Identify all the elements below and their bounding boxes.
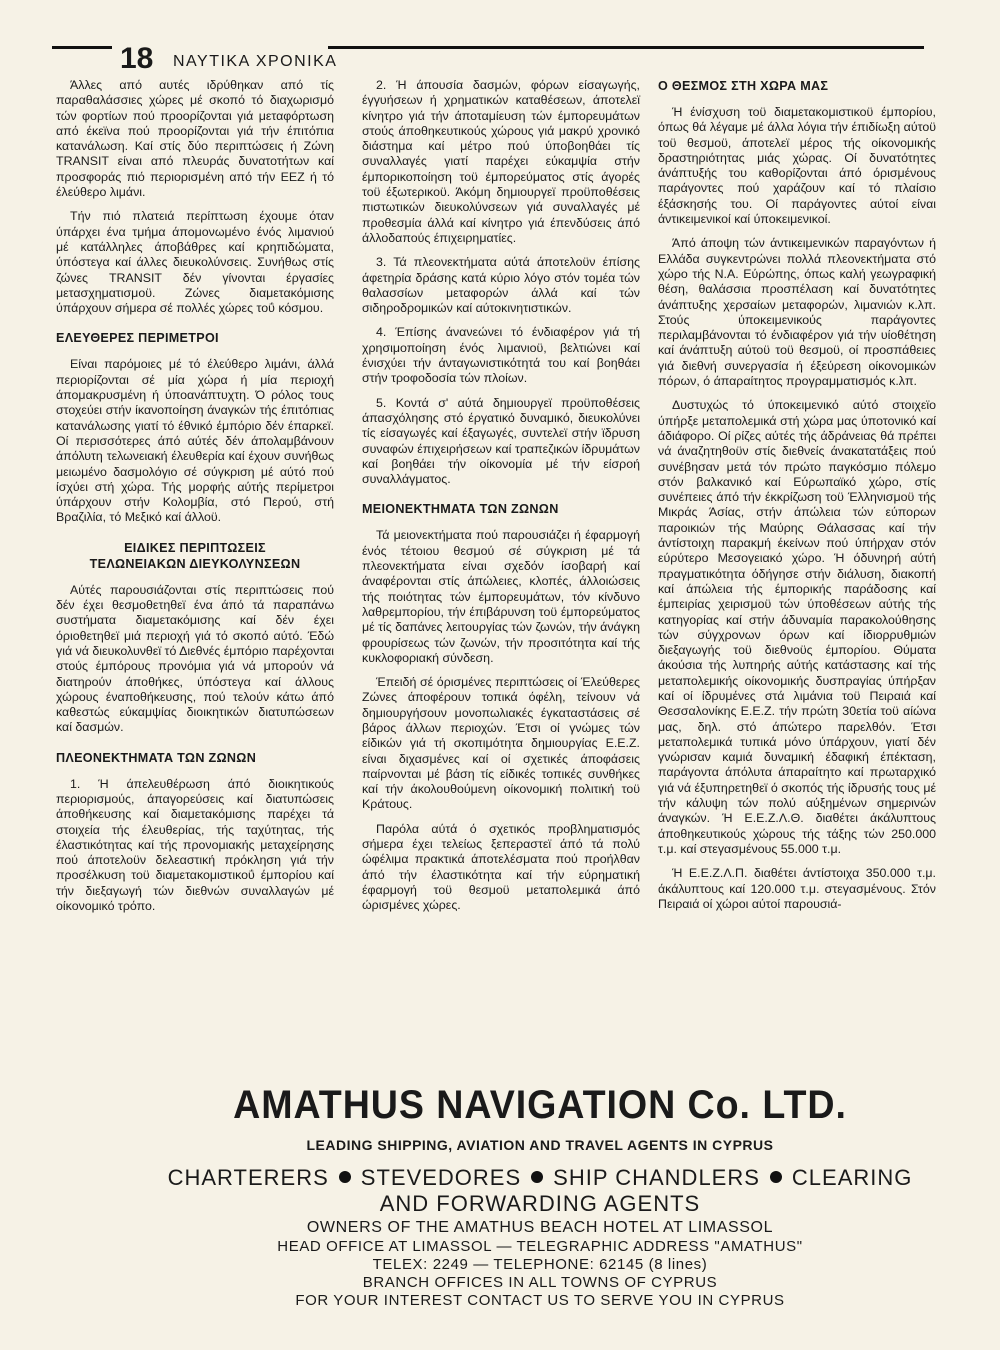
ad-owners-line: OWNERS OF THE AMATHUS BEACH HOTEL AT LIMASSOL (306, 1219, 774, 1236)
paragraph: Αύτές παρουσιάζονται στίς περιπτώσεις πού δέν έχει θεσμοθετηθεϊ ένα άπό τά παραπάνω συστήματα διαμετακόμισης καί δέν έχει όριοθετηθεϊ μιά περιοχή γιά τό σκοπό αύτό. Έδώ γιά νά διευκολυνθεϊ τό Διεθνές έμπόριο παρέχονται στούς έμπόρους προνόμια γιά νά μπορούν νά διατηρούν άποθήκες, ύπόστεγα καί άλλους χώρους έναποθήκευσης, πού τελούν κάτω άπό καθεστώς εύκαμψίας διοικητικών διατυπώσεων καί δασμών. (56, 582, 334, 735)
header-rule-left (52, 46, 112, 49)
ad-service-continued: AND FORWARDING AGENTS (379, 1191, 701, 1216)
ad-company-name: AMATHUS NAVIGATION Co. LTD. (233, 1083, 847, 1127)
article-column-1 (56, 78, 334, 923)
paragraph: 1. Ή άπελευθέρωση άπό διοικητικούς περιορισμούς, άπαγορεύσεις καί διατυπώσεις άποθήκευσης καί διαμετακόμισης παρέχει τά στοιχεία τής έλευθερίας, τής ταχύτητας, τής έλαστικότητας καί τής προνομιακής μεταχείρησης πού άποτελοϋν δελεαστική πρόκληση γιά τήν προσέλκυση τοϋ διαμετακομιστικοΰ έμπορίου καί τήν διεξαγωγή τών διεθνών συναλλαγών μέ οίκονομικό τρόπο. (56, 776, 334, 914)
ad-service: CHARTERERS (167, 1165, 329, 1190)
ad-service: SHIP CHANDLERS (553, 1165, 760, 1190)
paragraph: Άπό άποψη τών άντικειμενικών παραγόντων ή Ελλάδα συγκεντρώνει πολλά πλεονεκτήματα στό χώρο τής Ν.Α. Εύρώπης, όπως καλή γεωγραφική θέση, θαλάσσια προσπέλαση καί δυνατότητες άνάπτυξης χερσαίων μεταφορών, λιμανιών κ.λπ. Στούς ύποκειμενικούς παράγοντες περιλαμβάνονται τό ένδιαφέρον γιά τήν υίοθέτηση καί άνάπτυξη αύτοϋ τοϋ θεσμοϋ, οί προσπάθειες γιά διεθνή συνεργασία ή έξεύρεση οίκονομικών πόρων, ό άπαραίτητος προγραμματισμός κ.λπ. (658, 236, 936, 389)
paragraph: 5. Κοντά σ' αύτά δημιουργεϊ προϋποθέσεις άπασχόλησης στό έργατικό δυναμικό, διευκολύνει τίς είσαγωγές καί έξαγωγές, συντελεϊ στήν ϊδρυση συναφών έπιχειρήσεων καί τραπεζικών ίδρυμάτων καί βοηθάει τήν οίκονομία μέ τήν είσροή συναλλάγματος. (362, 395, 640, 487)
advertisement (160, 1081, 920, 1309)
ad-branches: BRANCH OFFICES IN ALL TOWNS OF CYPRUS (362, 1274, 718, 1291)
paragraph: 3. Τά πλεονεκτήματα αύτά άποτελοϋν έπίσης άφετηρία δράσης κατά κύριο λόγο στόν τομέα τών θαλασσίων μεταφορών άλλά καί τών σιδηροδρομικών καί αύτοκινητιστικών. (362, 255, 640, 316)
paragraph: Έπειδή σέ όρισμένες περιπτώσεις οί Έλεύθερες Ζώνες άποφέρουν τοπικά όφέλη, τείνουν νά δημιουργήσουν μονοπωλιακές έγκαταστάσεις σέ βάρος άλλων περιοχών. Έτσι οί γνώμες τών είδικών γιά τή σκοπιμότητα δημιουργίας Ε.Ε.Ζ. είναι διχασμένες καί οί σχετικές άποφάσεις παίρνονται μέ βάση τίς είδικές τοπικές συνθήκες καί τήν άκολουθούμενη οίκονομική πολιτική τοϋ Κράτους. (362, 675, 640, 812)
bullet-icon (531, 1171, 543, 1183)
section-heading: ΤΕΛΩΝΕΙΑΚΩΝ ΔΙΕΥΚΟΛΥΝΣΕΩΝ (89, 556, 301, 571)
section-heading: ΠΛΕΟΝΕΚΤΗΜΑΤΑ ΤΩΝ ΖΩΝΩΝ (56, 750, 257, 765)
paragraph: Τά μειονεκτήματα πού παρουσιάζει ή έφαρμογή ένός τέτοιου θεσμού σέ σύγκριση μέ τά πλεονεκτήματα είναι σχεδόν ίσοβαρή καί άναφέρονται στίς άπώλειες, κλοπές, άλλοιώσεις τής ποιότητας τών έμπορευμάτων, τόν κίνδυνο λαθρεμπορίου, τήν έπιβάρυνση τοϋ έμπορεύματος μέ τίς δαπάνες λειτουργίας τών ζωνών, τήν άνάγκη φρουρίσεως τών ζωνών, τήν προσιτότητα καί τής κυκλοφοριακή σύνδεση. (362, 528, 640, 665)
ad-services (110, 1165, 970, 1217)
header-rule-right (328, 46, 924, 49)
paragraph: Ή ένίσχυση τοϋ διαμετακομιστικοϋ έμπορίου, όπως θά λέγαμε μέ άλλα λόγια τήν έπιδίωξη αύτοϋ τοϋ θεσμοϋ, άποτελεϊ μέρος τής οίκονομικής δραστηριότητας μιάς χώρας. Οί δυνατότητες άνάπτυξής του καθορίζονται άπό όρισμένους παράγοντες πού χαράζουν καί τό πλαίσιο έξάσκησής του. Οί παράγοντες αύτοί είναι άντικειμενικοί καί ύποκειμενικοί. (658, 105, 936, 227)
section-heading: ΜΕΙΟΝΕΚΤΗΜΑΤΑ ΤΩΝ ΖΩΝΩΝ (362, 502, 559, 517)
bullet-icon (770, 1171, 782, 1183)
section-heading: ΕΙΔΙΚΕΣ ΠΕΡΙΠΤΩΣΕΙΣ (124, 540, 266, 555)
ad-head-office: HEAD OFFICE AT LIMASSOL — TELEGRAPHIC ADDRESS "AMATHUS" (277, 1238, 803, 1255)
ad-contact: FOR YOUR INTEREST CONTACT US TO SERVE YOU IN CYPRUS (295, 1292, 785, 1309)
ad-service: CLEARING (791, 1165, 913, 1190)
paragraph: Ή Ε.Ε.Ζ.Λ.Π. διαθέτει άντίστοιχα 350.000 τ.μ. άκάλυπτους καί 120.000 τ.μ. στεγασμένους. Στόν Πειραιά οί χώροι αύτοί παρουσιά- (658, 866, 936, 911)
paragraph: 4. Έπίσης άνανεώνει τό ένδιαφέρον γιά τή χρησιμοποίηση ένός λιμανιοϋ, βελτιώνει καί ένισχύει τήν άνταγωνιστικότητά του καί βοηθάει στήν τροφοδοσία τών πλοίων. (362, 325, 640, 386)
article-column-3 (658, 78, 936, 921)
section-heading: ΕΛΕΥΘΕΡΕΣ ΠΕΡΙΜΕΤΡΟΙ (56, 331, 219, 346)
magazine-title: ΝΑΥΤΙΚΑ ΧΡΟΝΙΚΑ (173, 53, 338, 70)
page-number: 18 (120, 42, 154, 75)
paragraph: Είναι παρόμοιες μέ τό έλεύθερο λιμάνι, άλλά περιορίζονται σέ μία χώρα ή μία περιοχή άπομακρυσμένη ή ύποανάπτυχτη. Ό ρόλος τους στοχεύει στήν ίκανοποίηση άναγκών τής έπιτόπιας κατανάλωσης γιατί τό έθνικό έμπόριο δέν έπαρκεϊ. Οί περισσότερες άπό αύτές δέν άπολαμβάνουν άπόλυτη τελωνειακή έλευθερία καί έχουν συνήθως μειωμένο δασμολόγιο σέ σύγκριση μέ αύτό πού ίσχύει στή χώρα. Τής μορφής αύτής περίμετροι ύπάρχουν στήν Κολομβία, στό Περού, στή Βραζιλία, τό Μεξικό καί άλλοϋ. (56, 357, 334, 525)
article-column-2 (362, 78, 640, 923)
paragraph: Παρόλα αύτά ό σχετικός προβληματισμός σήμερα έχει τελείως ξεπεραστεϊ άπό τά πολύ ώφέλιμα πρακτικά άποτελέσματα πού προήλθαν άπό τήν έλαστικότητα καί τήν εύρηματική έφαρμογή τοϋ θεσμοϋ μεταπολεμικά άπό ώρισμένες χώρες. (362, 821, 640, 913)
ad-tagline: LEADING SHIPPING, AVIATION AND TRAVEL AGENTS IN CYPRUS (306, 1137, 774, 1153)
paragraph: Τήν πιό πλατειά περίπτωση έχουμε όταν ύπάρχει ένα τμήμα άπομονωμένο ένός λιμανιού μέ κατάλληλες άποβάθρες καί κρηπιδώματα, ύπόστεγα καί άλλες διευκολύνσεις. Συνήθως στίς ζώνες TRANSIT δέν γίνονται έργασίες μετασχηματισμοϋ. Ζώνες διαμετακόμισης ύπάρχουν σήμερα σέ πολλές χώρες τοΰ κόσμου. (56, 209, 334, 316)
section-heading: Ο ΘΕΣΜΟΣ ΣΤΗ ΧΩΡΑ ΜΑΣ (658, 79, 829, 93)
paragraph: Άλλες από αυτές ιδρύθηκαν από τίς παραθαλάσσιες χώρες μέ σκοπό τό διαχωρισμό τών φορτίων πού προορίζονται γιά μεταφόρτωση από έκεϊνα πού προορίζονται γιά τήν έπιτόπια κατανάλωση. Καί στίς δύο περιπτώσεις ή Ζώνη TRANSIT είναι από πλευράς δυνατοτήτων καί προσφοράς πιό περιορισμένη από τήν ΕΕΖ ή τό έλεύθερο λιμάνι. (56, 78, 334, 200)
bullet-icon (339, 1171, 351, 1183)
ad-service: STEVEDORES (360, 1165, 522, 1190)
paragraph: Δυστυχώς τό ύποκειμενικό αύτό στοιχεϊο ύπήρξε μεταπολεμικά στή χώρα μας ύποτονικό καί άδιάφορο. Οί ρίζες αύτές τής άδράνειας θά πρέπει νά άναζητηθοϋν στίς διεθνείς άνακατατάξεις πού συνέβησαν μετά τόν πρώτο παγκόσμιο πόλεμο στόν βαλκανικό καί Εύρωπαϊκό χώρο, στίς συνέπειες άπό τήν έκκρίζωση τοϋ Έλληνισμοϋ τής Μικράς Άσίας, στήν άπώλεια τών εύπορων παροικιών τής Μαύρης Θάλασσας καί τήν άντίστοιχη παρακμή έκείνων πού ύπήρχαν στόν εύρύτερο Μεσογειακό χώρο. Ή όδυνηρή αύτή πραγματικότητα όδήγησε στήν διάλυση, διακοπή καί άπώλεια τής έμπορικής παράδοσης καί έμπειρίας χειρισμοϋ τών ύποθέσεων αύτής τής κατηγορίας καί στήν άδυναμία παρακολούθησης τών σύγχρονων όρων καί ίδιορρυθμιών διεξαγωγής τοϋ διεθνοϋς έμπορίου. Θύματα άκούσια τής λυπηρής αύτής κατάστασης καί τής μεταπολεμικής οίκονομικής δυσπραγίας ύπήρξαν καί οί ίδρυμένες στά λιμάνια τοϋ Πειραιά καί Θεσσαλονίκης Ε.Ε.Ζ. τήν πρώτη 30ετία τοϋ αίώνα μας, δηλ. στό άπώτερο παρελθόν. Έτσι μεταπολεμικά τυπικά μόνο ύπάρχουν, γιατί δέν γνώρισαν καμιά δυναμική έδαφική έπέκταση, παράγοντα άπόλυτα άπαραίτητο καί πρωταρχικό γιά νά έξυπηρετηθεϊ ό σκοπός τής ίδρυσής τους μέ τήν κάλυψη τών πολύ αύξημένων σημερινών άναγκών. Ή Ε.Ε.Ζ.Λ.Θ. διαθέτει άκάλυπτους άποθηκευτικούς χώρους τής τάξης τών 250.000 τ.μ. καί στεγασμένους 55.000 τ.μ. (658, 398, 936, 856)
paragraph: 2. Ή άπουσία δασμών, φόρων είσαγωγής, έγγυήσεων ή χρηματικών καταθέσεων, άποτελεϊ κίνητρο γιά τήν άποταμίευση τών έμπορευμάτων στούς άποθηκευτικούς χώρους γιά μακρύ χρονικό διάστημα καί μέτρο πού ύποβοηθάει τίς συναλλαγές γιατί παρέχει εύκαμψία στήν έμπορικοποίηση τοϋ έμπορεύματος στίς άγορές τοϋ έξωτερικοϋ. Άκόμη δημιουργεϊ προϋποθέσεις πιστωτικών διευκολύνσεων γιά συναλλαγές μέ προθεσμία άλλά καί κίνητρο γιά έπενδύσεις άπό άλλοδαπούς έπιχειρηματίες. (362, 78, 640, 245)
ad-telex: TELEX: 2249 — TELEPHONE: 62145 (8 lines) (372, 1256, 708, 1273)
